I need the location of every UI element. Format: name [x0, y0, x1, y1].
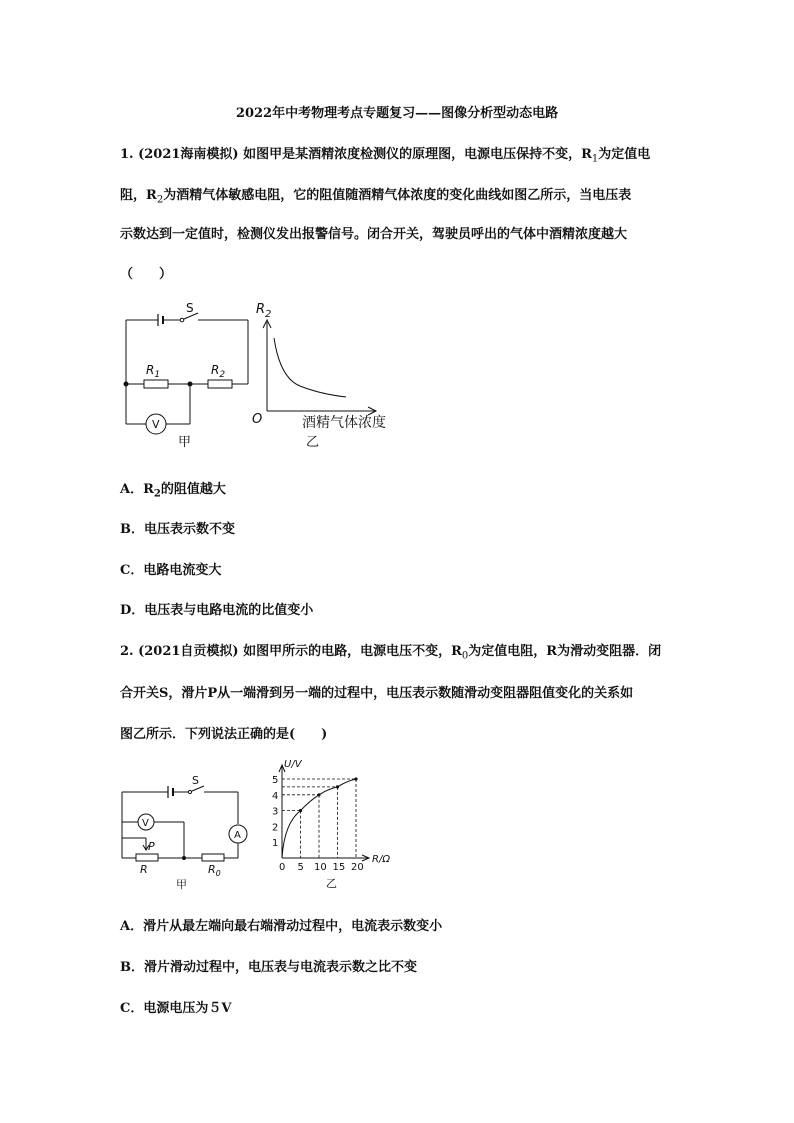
q2-ammeter-label: A: [234, 830, 241, 841]
q2-option-c[interactable]: C．电源电压为５V: [120, 1001, 232, 1016]
q2-data-point: [317, 793, 320, 796]
q1-option-a-text: A．R: [120, 482, 154, 497]
q1-line2-a: 阻，R: [120, 188, 157, 203]
q2-yi-label: 乙: [326, 877, 337, 890]
q2-axis-y-label: U/V: [284, 759, 302, 770]
q1-line2: [120, 184, 631, 206]
q1-curve-graph: [250, 298, 410, 458]
q1-axis-x-label: 酒精气体浓度: [302, 415, 386, 431]
q2-x-tick-label: 5: [297, 862, 304, 873]
q2-y-tick-label: 4: [272, 790, 279, 802]
q1-option-b[interactable]: B．电压表示数不变: [120, 522, 235, 537]
q1-line1: [120, 143, 650, 165]
q1-axis-y-letter: R: [256, 302, 266, 317]
q1-axis-y-sub: 2: [265, 309, 272, 320]
q2-line1: [120, 640, 661, 662]
q2-x-tick-label: 0: [279, 862, 286, 873]
q2-data-point: [336, 785, 339, 788]
q2-axis-x-label: R/Ω: [372, 854, 390, 865]
q2-line3: 图乙所示．下列说法正确的是( ): [120, 727, 328, 742]
q1-r1-letter: R: [146, 363, 155, 377]
q1-line1-sub: 1: [591, 153, 599, 165]
q2-chart: [266, 752, 406, 897]
q1-line1-end: 为定值电: [598, 147, 651, 162]
q1-option-d[interactable]: D．电压表与电路电流的比值变小: [120, 603, 314, 618]
q2-jia-label: 甲: [176, 878, 187, 891]
q2-option-b[interactable]: B．滑片滑动过程中，电压表与电流表示数之比不变: [120, 960, 417, 975]
q1-origin-label: O: [252, 412, 263, 427]
q1-r1-label: [146, 363, 160, 380]
q1-r1-sub: 1: [154, 370, 161, 380]
q1-yi-label: 乙: [306, 435, 320, 450]
q1-option-a-sub: 2: [153, 488, 161, 500]
q2-option-a[interactable]: A．滑片从最左端向最右端滑动过程中，电流表示数变小: [120, 919, 443, 934]
q2-line1-end: 为定值电阻，R为滑动变阻器．闭: [468, 644, 662, 659]
q2-data-point: [354, 777, 357, 780]
q2-y-tick-label: 1: [272, 838, 279, 850]
q1-option-c[interactable]: C．电路电流变大: [120, 563, 222, 578]
q2-line1-sub: 0: [461, 650, 469, 662]
q1-r2-letter: R: [211, 363, 220, 377]
q2-y-tick-label: 2: [272, 822, 279, 834]
q2-x-tick-label: 15: [332, 862, 346, 873]
q2-voltmeter-label: V: [142, 818, 149, 829]
q1-switch-label: S: [186, 301, 194, 315]
q2-data-point: [299, 809, 302, 812]
q2-circuit-diagram: [116, 772, 256, 892]
q1-line2-b: 为酒精气体敏感电阻，它的阻值随酒精气体浓度的变化曲线如图乙所示，当电压表: [163, 188, 632, 203]
q1-r2-sub: 2: [219, 370, 226, 380]
page-title: 2022年中考物理考点专题复习——图像分析型动态电路: [235, 106, 559, 121]
q1-option-a-end: 的阻值越大: [160, 482, 226, 497]
q1-line2-sub: 2: [156, 194, 164, 206]
q1-r2-label: [211, 363, 225, 380]
q2-r0-letter: R: [208, 863, 216, 876]
q1-circuit-diagram: [118, 298, 258, 448]
q1-option-a[interactable]: [120, 478, 226, 500]
q1-line3: 示数达到一定值时，检测仪发出报警信号。闭合开关，驾驶员呼出的气体中酒精浓度越大: [120, 227, 628, 242]
q2-line2: 合开关S，滑片P从一端滑到另一端的过程中，电压表示数随滑动变阻器阻值变化的关系如: [120, 686, 634, 701]
q2-r0-label: [208, 863, 221, 878]
q2-x-tick-label: 10: [314, 862, 327, 873]
q2-y-tick-label: 3: [272, 806, 279, 818]
q2-x-tick-label: 20: [351, 862, 364, 873]
q2-r-label: R: [140, 863, 148, 876]
q2-switch-label: S: [192, 774, 199, 787]
q1-blank: （ ）: [120, 267, 173, 282]
q1-line1-text: 1. (2021海南模拟) 如图甲是某酒精浓度检测仪的原理图，电源电压保持不变，R: [120, 147, 592, 162]
q1-voltmeter-label: V: [152, 418, 160, 431]
q2-y-tick-label: 5: [272, 775, 279, 786]
q2-r0-sub: 0: [215, 869, 221, 878]
q1-jia-label: 甲: [178, 435, 192, 450]
q2-slider-p-label: P: [148, 840, 155, 853]
q2-line1-text: 2. (2021自贡模拟) 如图甲所示的电路，电源电压不变，R: [120, 644, 462, 659]
q1-axis-y-label: [256, 302, 271, 320]
